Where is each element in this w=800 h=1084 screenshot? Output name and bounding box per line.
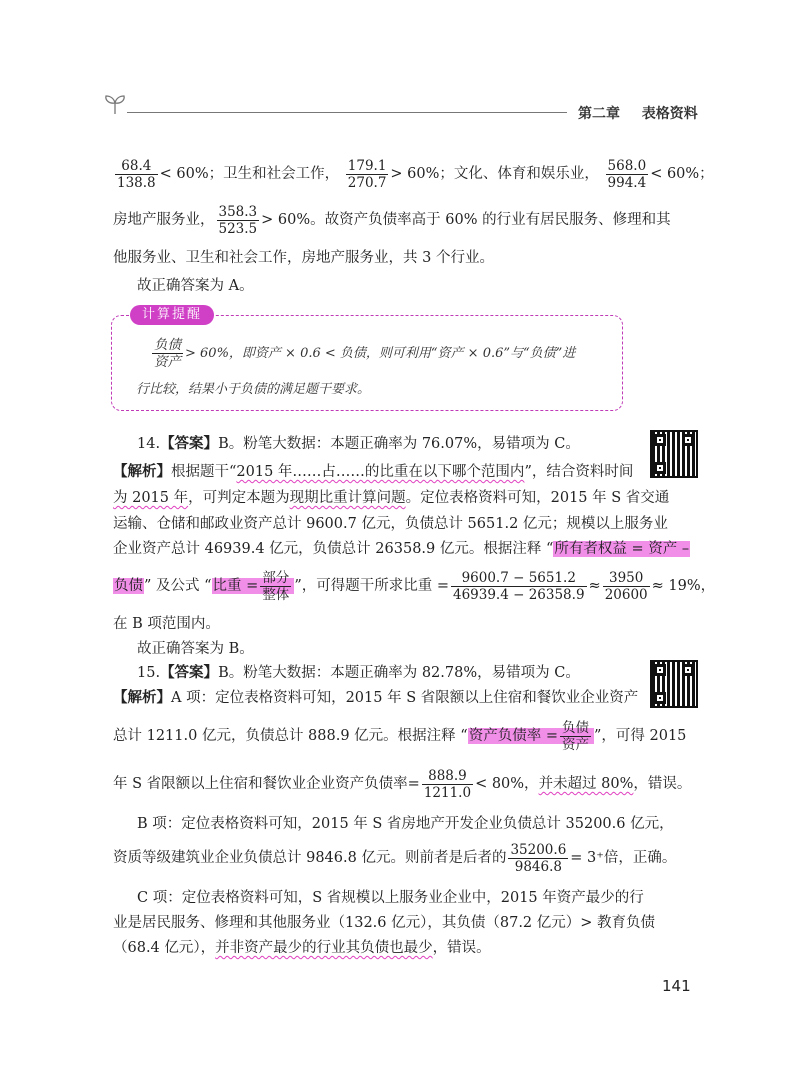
text: ，错误。	[633, 776, 692, 792]
q15-analysis-c2: 业是居民服务、修理和其他服务业（132.6 亿元），其负债（87.2 亿元）> 教育负债	[113, 915, 656, 931]
analysis-tag: 【解析】	[113, 689, 171, 706]
section-label: 表格资料	[641, 106, 698, 122]
text: > 60%。故资产负债率高于 60% 的行业有居民服务、修理和其	[261, 212, 671, 228]
text: 比重 =	[212, 578, 259, 594]
sprout-icon	[103, 94, 127, 116]
text: > 60%；文化、体育和娱乐业，	[390, 166, 599, 182]
q14-header	[137, 432, 717, 456]
fraction	[260, 570, 291, 603]
denominator: 523.5	[218, 220, 258, 237]
q15-header	[137, 661, 717, 685]
numerator: 3950	[603, 570, 650, 587]
text: （68.4 亿元），	[113, 940, 216, 956]
denominator: 资产	[561, 736, 589, 753]
page-number: 141	[662, 977, 691, 995]
fraction-line-2	[113, 200, 693, 240]
denominator: 资产	[154, 354, 181, 370]
text: ” 及公式 “	[144, 578, 212, 594]
text: 。定位表格资料可知，2015 年 S 省交通	[405, 490, 670, 506]
paragraph-line: 他服务业、卫生和社会工作，房地产服务业，共 3 个行业。	[113, 250, 494, 266]
denominator: 9846.8	[514, 858, 562, 875]
fraction	[560, 720, 591, 753]
answer-line: 故正确答案为 A。	[137, 278, 254, 294]
wavy-text: 2015 年……占……的比重在以下哪个范围内	[236, 464, 525, 480]
text: ，可判定本题为	[188, 490, 290, 506]
text: 房地产服务业，	[113, 212, 215, 228]
q15-analysis-b1: B 项：定位表格资料可知，2015 年 S 省房地产开发企业负债总计 35200.6 亿元，	[137, 816, 674, 832]
numerator: 负债	[561, 719, 589, 736]
highlight-text: 所有者权益 = 资产 –	[554, 541, 690, 557]
denominator: 46939.4 − 26358.9	[452, 586, 585, 603]
text: ”，可得题干所求比重 =	[294, 578, 449, 594]
fraction	[606, 158, 649, 191]
q14-analysis-3: 运输、仓储和邮政业资产总计 9600.7 亿元，负债总计 5651.2 亿元；规模以上服务业	[113, 516, 668, 532]
text: 资产负债率 =	[468, 728, 558, 744]
fraction	[152, 337, 183, 370]
q14-analysis-4	[113, 537, 693, 561]
wavy-text: 现期比重计算问题	[289, 490, 406, 506]
q15-analysis-1	[113, 686, 693, 710]
text: ≈ 19%，	[651, 578, 716, 594]
q15-analysis-c1: C 项：定位表格资料可知，S 省规模以上服务业企业中，2015 年资产最少的行	[137, 890, 644, 906]
text: B。粉笔大数据：本题正确率为 76.07%，易错项为 C。	[218, 436, 580, 452]
text: = 3⁺倍，正确。	[570, 850, 677, 866]
text: B。粉笔大数据：本题正确率为 82.78%，易错项为 C。	[218, 665, 580, 681]
text: 企业资产总计 46939.4 亿元，负债总计 26358.9 亿元。根据注释 “	[113, 541, 554, 557]
text: ，错误。	[432, 940, 491, 956]
text: < 80%，	[475, 776, 539, 792]
fraction	[603, 570, 650, 603]
text: 总计 1211.0 亿元，负债总计 888.9 亿元。根据注释 “	[113, 728, 468, 744]
denominator: 1211.0	[423, 784, 472, 801]
text: ≈	[588, 578, 601, 594]
reminder-line-1	[150, 336, 730, 372]
answer-tag: 【答案】	[160, 664, 219, 681]
numerator: 568.0	[607, 157, 647, 174]
text: < 60%；卫生和社会工作，	[159, 166, 340, 182]
analysis-tag: 【解析】	[113, 463, 171, 480]
fraction	[508, 842, 568, 875]
fraction	[451, 570, 587, 603]
answer-tag: 【答案】	[160, 435, 219, 452]
fraction	[422, 768, 473, 801]
numerator: 9600.7 − 5651.2	[451, 570, 587, 587]
header-rule	[127, 112, 567, 113]
numerator: 部分	[262, 569, 290, 586]
chapter-label: 第二章	[578, 106, 620, 122]
q14-analysis-5	[113, 566, 716, 606]
question-number: 15.	[137, 665, 161, 681]
q15-analysis-b2	[113, 838, 693, 878]
wavy-text: 并非资产最少的行业其负债也最少	[215, 940, 433, 956]
numerator: 179.1	[347, 157, 387, 174]
text: 根据题干“	[171, 464, 237, 480]
q14-answer: 故正确答案为 B。	[137, 641, 254, 657]
text: 年 S 省限额以上住宿和餐饮业企业资产负债率=	[113, 776, 420, 792]
wavy-text: 为 2015 年	[113, 490, 189, 506]
fraction-line-1	[113, 154, 714, 194]
denominator: 20600	[604, 586, 648, 603]
fraction	[346, 158, 389, 191]
reminder-tag: 计算提醒	[130, 305, 214, 325]
q14-analysis-1	[113, 460, 693, 484]
fraction	[115, 158, 158, 191]
question-number: 14.	[137, 436, 161, 452]
text: ”，结合资料时间	[524, 464, 634, 480]
q15-analysis-3	[113, 764, 693, 804]
text: < 60%；	[650, 166, 714, 182]
header-chapter	[578, 103, 698, 123]
numerator: 888.9	[422, 768, 473, 785]
highlight-text: 负债	[114, 578, 143, 594]
highlight-formula	[212, 569, 295, 603]
q14-analysis-6: 在 B 项范围内。	[113, 616, 220, 632]
q14-analysis-2	[113, 486, 693, 510]
fraction	[217, 204, 260, 237]
denominator: 994.4	[607, 174, 647, 191]
denominator: 138.8	[117, 174, 156, 191]
q15-analysis-c3	[113, 936, 693, 960]
q15-analysis-2	[113, 716, 693, 756]
numerator: 358.3	[218, 203, 258, 220]
text: ”，可得 2015	[593, 728, 687, 744]
denominator: 整体	[262, 586, 290, 603]
highlight-formula	[468, 719, 594, 753]
denominator: 270.7	[347, 174, 387, 191]
numerator: 负债	[154, 337, 181, 353]
wavy-text: 并未超过 80%	[538, 776, 634, 792]
text: 资质等级建筑业企业负债总计 9846.8 亿元。则前者是后者的	[113, 850, 507, 866]
numerator: 35200.6	[510, 841, 567, 858]
text: A 项：定位表格资料可知，2015 年 S 省限额以上住宿和餐饮业企业资产	[171, 690, 639, 706]
text: > 60%，即资产 × 0.6 < 负债，则可利用“资产 × 0.6”与“负债”进	[185, 346, 576, 361]
numerator: 68.4	[115, 158, 158, 175]
reminder-line-2: 行比较，结果小于负债的满足题干要求。	[136, 382, 371, 397]
